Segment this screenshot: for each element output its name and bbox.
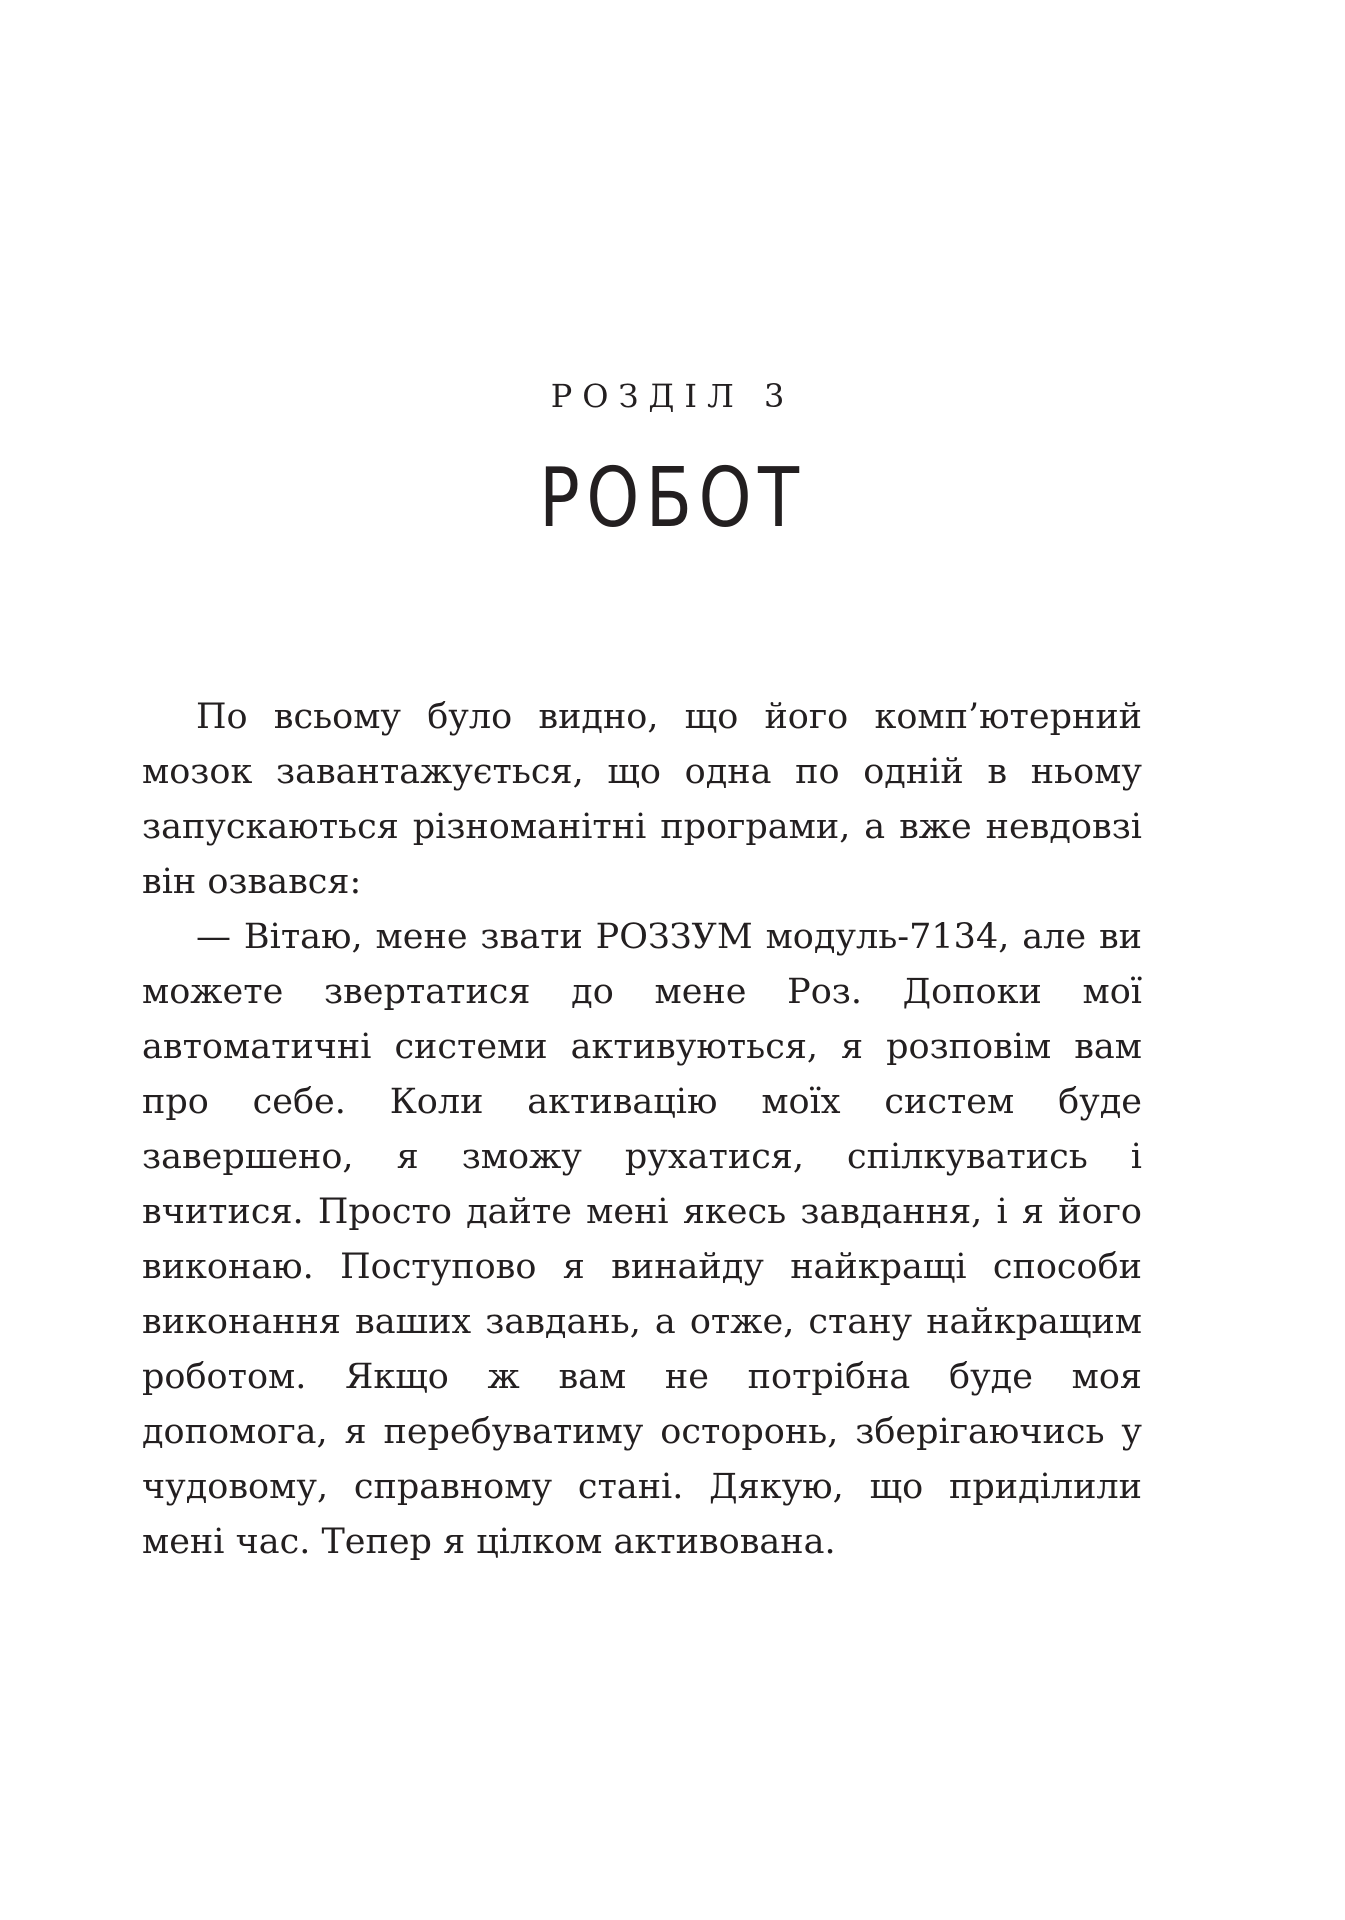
paragraph-2: — Вітаю, мене звати РОЗЗУМ модуль-7134, але ви можете звертатися до мене Роз. Допоки мої автоматичні системи активуються, я розповім вам про себе. Коли активацію моїх систем буде завершено, я зможу рухатися, спілкуватись і вчитися. Просто дайте мені якесь завдання, і я його виконаю. Поступово я винайду найкращі способи виконання ваших завдань, а отже, стану найкращим роботом. Якщо ж вам не потрібна буде моя допомога, я перебуватиму осторонь, зберігаючись у чудовому, справному стані. Дякую, що приділили мені час. Тепер я цілком активована. [142,917,1142,1562]
chapter-body [142,690,1142,1570]
paragraph-1: По всьому було видно, що його комп’ютерний мозок завантажується, що одна по одній в ньому запускаються різноманітні програми, а вже невдовзі він озвався: [142,697,1142,902]
chapter-title: РОБОТ [539,451,806,546]
chapter-number: РОЗДІЛ 3 [550,377,795,415]
